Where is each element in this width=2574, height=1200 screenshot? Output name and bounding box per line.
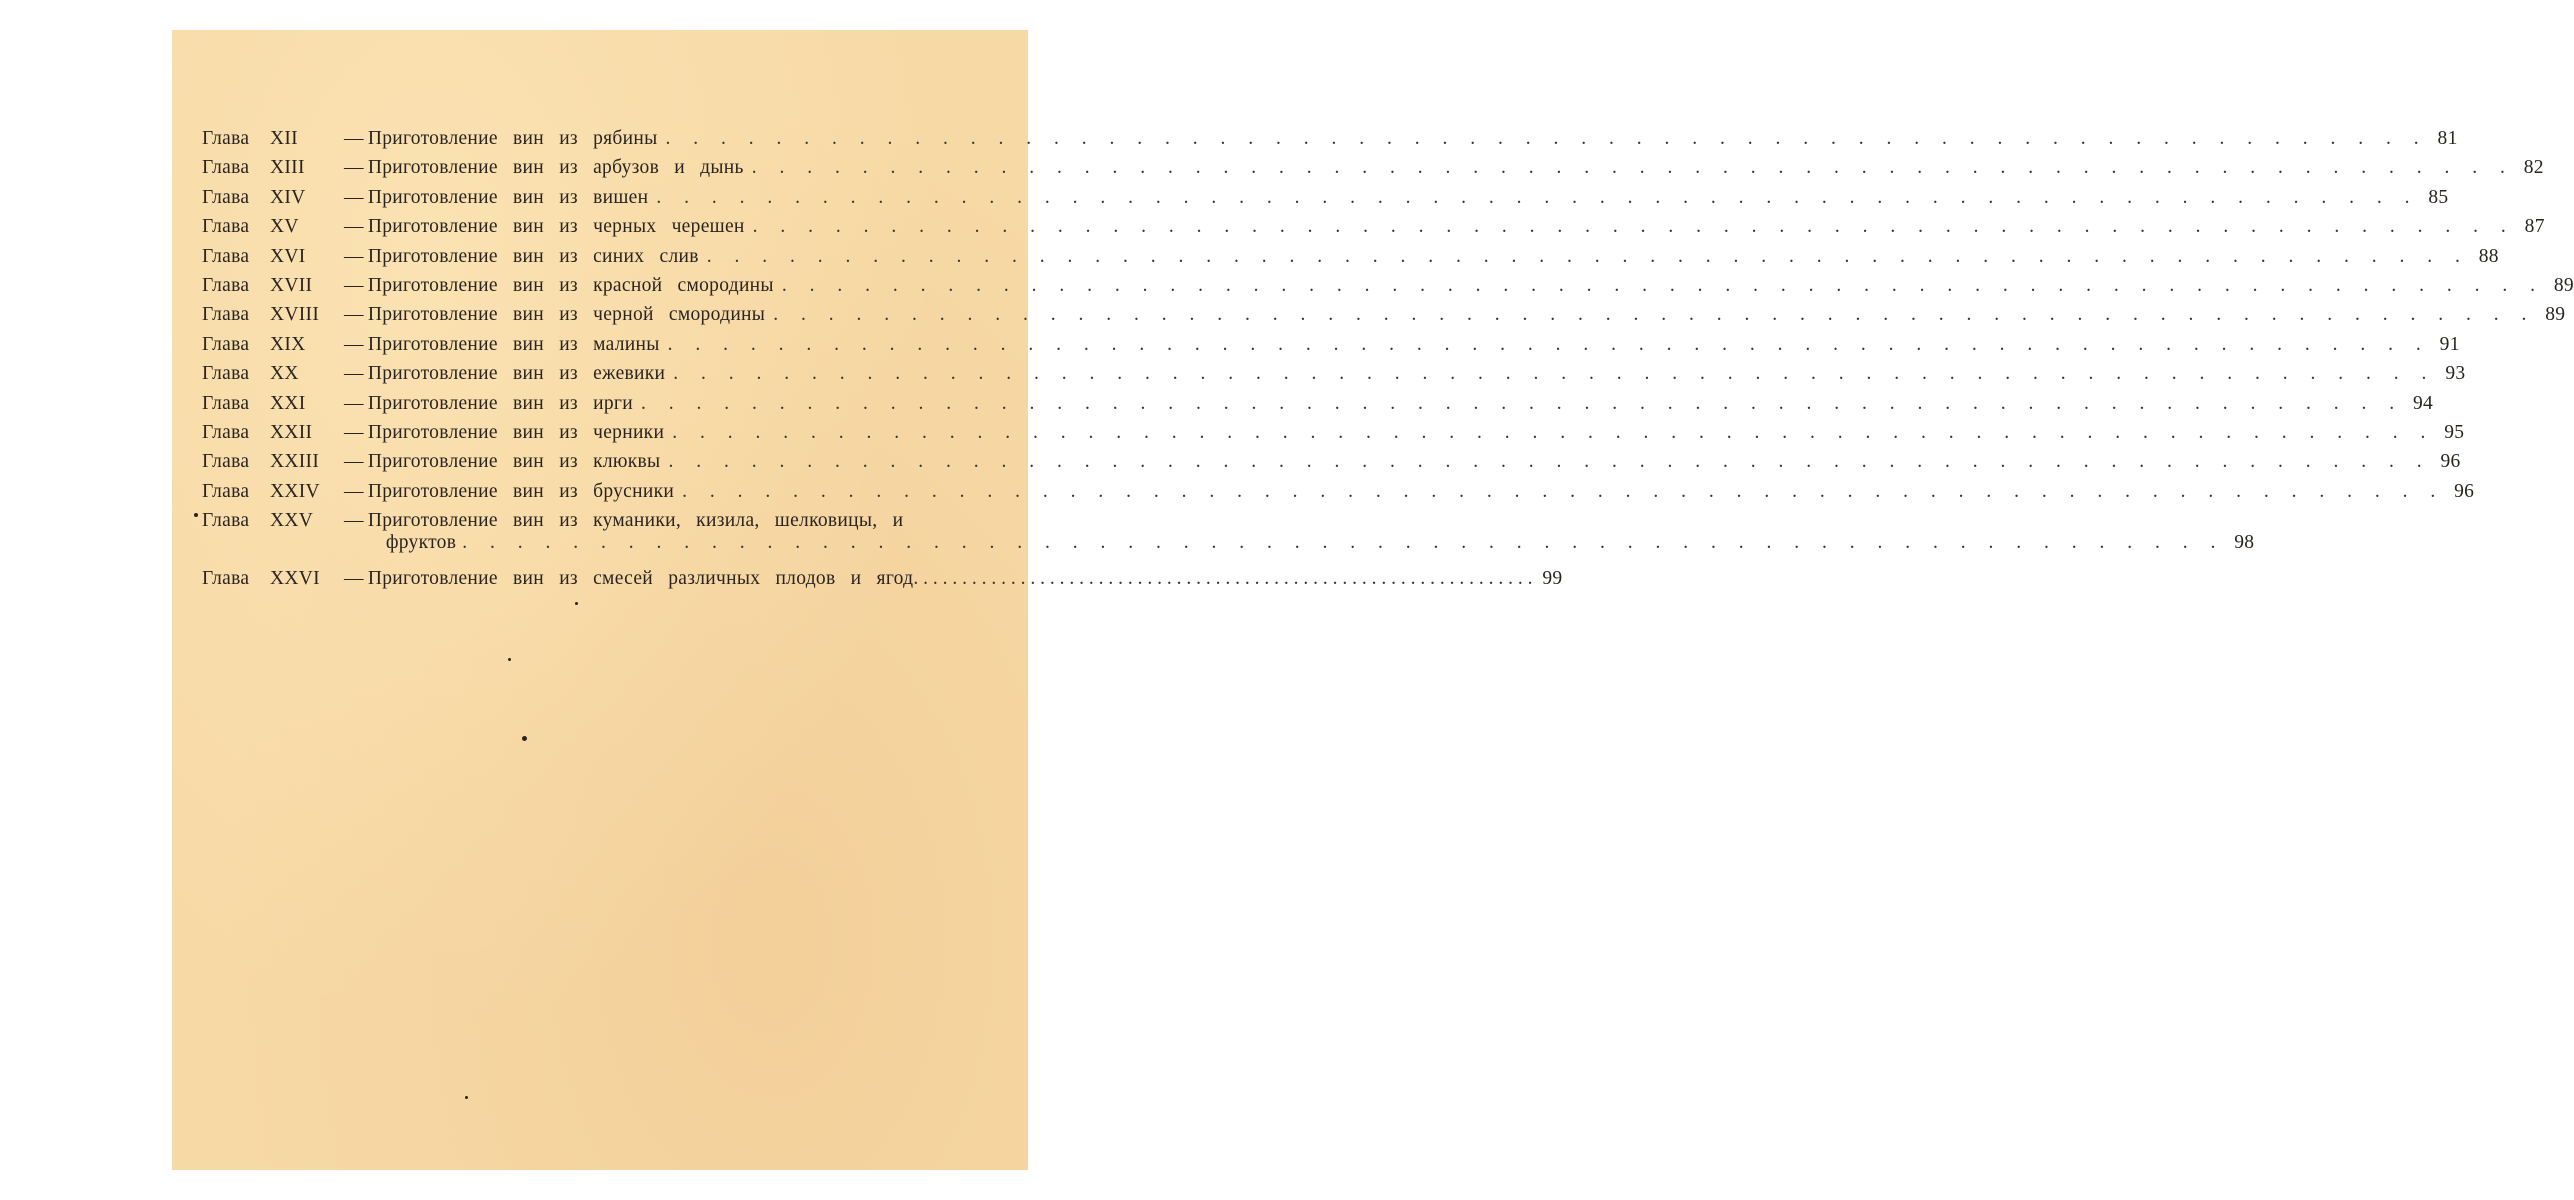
dot-leader [765, 304, 2535, 326]
toc-entry-xxvi [202, 568, 1563, 597]
chapter-label: Глава [202, 128, 250, 149]
chapter-label: Глава [202, 274, 250, 296]
dot-leader [633, 393, 2403, 415]
page-number: 85 [2428, 186, 2449, 208]
dot-leader [744, 157, 2514, 179]
toc-entry-xviii [202, 304, 2566, 333]
chapter-number: XII [270, 128, 298, 149]
dash: — [344, 304, 364, 326]
dot-leader [913, 568, 1532, 590]
chapter-title: Приготовление вин из арбузов и дынь [367, 157, 744, 179]
chapter-title: Приготовление вин из ежевики [367, 363, 666, 385]
chapter-number: XXII [270, 421, 313, 443]
chapter-label: Глава [202, 304, 250, 326]
dash: — [344, 157, 364, 179]
page-number: 95 [2444, 421, 2465, 443]
chapter-number: XX [270, 363, 299, 385]
ink-speck [194, 513, 198, 517]
chapter-label: Глава [202, 363, 250, 385]
dot-leader [648, 187, 2418, 209]
toc-entry-xx [202, 363, 2466, 392]
chapter-label: Глава [202, 333, 250, 355]
chapter-title: Приготовление вин из красной смородины [367, 274, 774, 296]
chapter-number: XV [270, 216, 299, 238]
chapter-number: XXV [270, 510, 314, 532]
toc-entry-xvi [202, 245, 2499, 275]
dash: — [344, 128, 364, 149]
chapter-number: XVII [270, 274, 313, 296]
toc-entry-xxv [202, 510, 2255, 568]
dot-leader [665, 363, 2435, 385]
dot-leader [660, 451, 2430, 473]
dash: — [344, 274, 364, 296]
chapter-number: XXIV [270, 480, 320, 502]
book-page [172, 30, 2574, 1170]
page-number: 94 [2412, 392, 2434, 414]
toc-entry-xv [202, 216, 2545, 245]
page-number: 81 [2437, 128, 2458, 149]
toc-entry-xiv [202, 186, 2449, 216]
page-number: 89 [2545, 304, 2566, 326]
page-number: 96 [2454, 480, 2475, 502]
chapter-title: Приготовление вин из синих слив [367, 245, 699, 267]
chapter-title: Приготовление вин из рябины [367, 128, 658, 149]
dot-leader [674, 481, 2444, 503]
dash: — [344, 363, 364, 385]
chapter-number: XVI [270, 245, 306, 267]
dash: — [344, 333, 364, 355]
chapter-title: Приготовление вин из клюквы [367, 451, 661, 473]
chapter-number: XIX [270, 333, 306, 355]
chapter-title: Приготовление вин из брусники [367, 480, 675, 502]
dash: — [344, 568, 364, 590]
dot-leader [456, 532, 2224, 554]
chapter-label: Глава [202, 480, 250, 502]
table-of-contents [202, 128, 2574, 597]
ink-speck [575, 602, 578, 605]
dash: — [344, 216, 364, 238]
toc-entry-xxii [202, 421, 2465, 451]
page-number: 82 [2523, 157, 2544, 179]
ink-speck [508, 658, 511, 661]
dash: — [344, 510, 364, 532]
chapter-label: Глава [202, 392, 250, 414]
dash: — [344, 245, 364, 267]
chapter-label: Глава [202, 157, 250, 179]
chapter-label: Глава [202, 245, 250, 267]
chapter-title: Приготовление вин из вишен [367, 186, 649, 208]
toc-entry-xix [202, 333, 2460, 363]
dot-leader [658, 128, 2428, 150]
page-number: 93 [2445, 363, 2466, 385]
dash: — [344, 186, 364, 208]
dash: — [344, 392, 364, 414]
chapter-title: Приготовление вин из черных черешен [367, 216, 745, 238]
page-number: 98 [2234, 532, 2255, 554]
chapter-label: Глава [202, 451, 250, 473]
chapter-title: Приготовление вин из черники [367, 421, 665, 443]
chapter-title-line-2-row [368, 532, 2255, 554]
page-number: 88 [2478, 245, 2499, 267]
show-through-text [212, 590, 992, 1150]
page-number: 87 [2524, 216, 2545, 238]
dot-leader [664, 422, 2434, 444]
dash: — [344, 480, 364, 502]
toc-entry-xxiv [202, 480, 2475, 510]
chapter-label: Глава [202, 421, 250, 443]
chapter-number: XXIII [270, 451, 320, 473]
chapter-title: Приготовление вин из ирги [367, 392, 633, 414]
dot-leader [745, 216, 2515, 238]
toc-entry-xii [202, 128, 2458, 157]
chapter-label: Глава [202, 186, 250, 208]
chapter-label: Глава [202, 216, 250, 238]
chapter-number: XXVI [270, 568, 320, 590]
dot-leader [660, 334, 2430, 356]
chapter-title: Приготовление вин из малины [367, 333, 660, 355]
page-number: 91 [2439, 333, 2460, 355]
chapter-number: XVIII [270, 304, 320, 326]
chapter-title: Приготовление вин из смесей различных плодов и ягод [367, 568, 914, 590]
toc-entry-xxi [202, 392, 2434, 422]
dot-leader [774, 275, 2544, 297]
toc-entry-xiii [202, 157, 2544, 186]
chapter-label: Глава [202, 568, 250, 590]
toc-entry-xvii [202, 274, 2574, 304]
chapter-title-wrapped [368, 510, 2255, 554]
chapter-title: Приготовление вин из черной смородины [367, 304, 766, 326]
chapter-number: XIII [270, 157, 305, 179]
ink-speck [465, 1096, 468, 1099]
page-number: 89 [2553, 274, 2574, 296]
chapter-label: Глава [202, 510, 250, 532]
page-number: 96 [2440, 451, 2461, 473]
chapter-title-line-1: Приготовление вин из куманики, кизила, шелковицы, и [367, 510, 904, 532]
page-number: 99 [1542, 568, 1563, 590]
ink-speck [522, 736, 527, 741]
dot-leader [699, 246, 2469, 268]
dash: — [344, 421, 364, 443]
chapter-number: XXI [270, 392, 306, 414]
toc-entry-xxiii [202, 451, 2461, 480]
chapter-number: XIV [270, 186, 306, 208]
dash: — [344, 451, 364, 473]
chapter-title-line-2: фруктов [385, 532, 457, 554]
